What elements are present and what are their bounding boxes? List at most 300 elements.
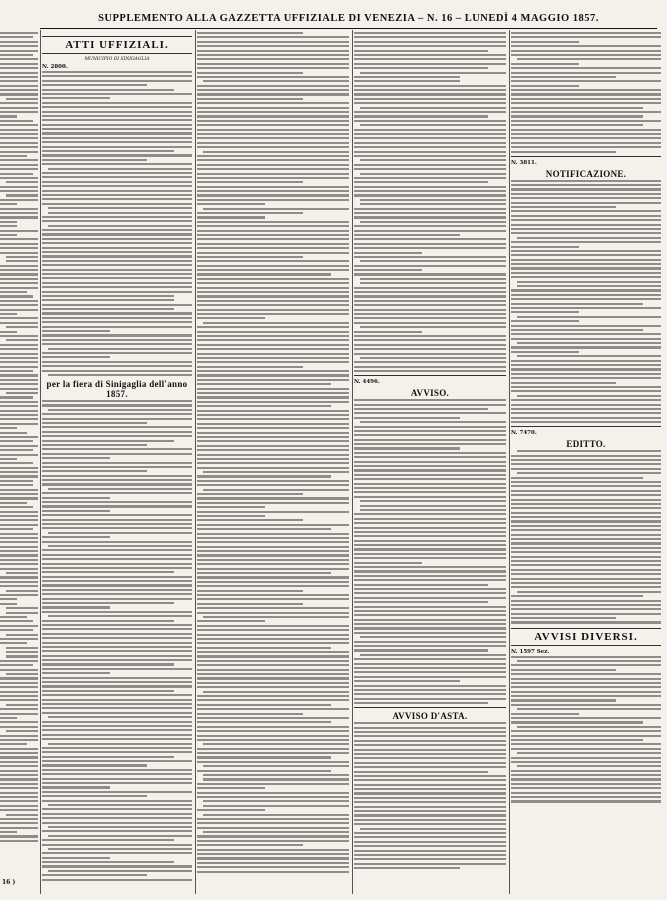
text-line (511, 673, 661, 675)
text-line (197, 493, 303, 495)
text-line (511, 120, 661, 122)
text-line (354, 792, 506, 794)
text-line (42, 813, 192, 815)
text-line (197, 370, 349, 372)
text-line (511, 107, 643, 109)
text-line (511, 76, 616, 78)
text-line (511, 210, 661, 212)
text-line (354, 45, 506, 47)
text-line (197, 717, 349, 719)
text-line (197, 212, 303, 214)
text-line (511, 547, 661, 549)
masthead (40, 6, 657, 29)
text-line (511, 386, 661, 388)
text-block (354, 399, 506, 704)
text-line (197, 374, 349, 376)
text-line (42, 527, 192, 529)
text-line (6, 647, 38, 649)
text-line (354, 487, 506, 489)
text-line (511, 67, 661, 69)
text-line (197, 142, 349, 144)
text-line (354, 623, 506, 625)
text-line (197, 673, 349, 675)
text-line (0, 168, 38, 170)
text-line (0, 115, 17, 117)
text-line (511, 263, 661, 265)
article-number: N. 2800. (42, 64, 68, 70)
text-line (354, 168, 506, 170)
text-line (42, 650, 192, 652)
text-line (197, 585, 349, 587)
text-line (360, 500, 506, 502)
text-line (42, 721, 192, 723)
text-line (197, 295, 349, 297)
text-line (354, 483, 506, 485)
text-line (354, 212, 506, 214)
text-line (354, 151, 506, 153)
text-line (0, 388, 38, 390)
text-line (197, 317, 265, 319)
text-line (197, 313, 349, 315)
text-line (0, 822, 38, 824)
text-line (0, 497, 38, 499)
text-line (511, 408, 661, 410)
text-line (360, 72, 506, 74)
text-line (517, 316, 661, 318)
text-line (511, 193, 661, 195)
text-line (511, 338, 661, 340)
text-line (197, 379, 349, 381)
text-line (511, 137, 661, 139)
text-line (354, 845, 506, 847)
text-line (354, 801, 506, 803)
text-line (511, 463, 661, 465)
text-line (0, 792, 38, 794)
text-line (42, 549, 192, 551)
text-line (354, 588, 506, 590)
text-line (6, 612, 38, 614)
text-line (42, 124, 192, 126)
text-line (197, 541, 349, 543)
text-line (354, 439, 506, 441)
text-line (6, 590, 38, 592)
text-line (197, 111, 349, 113)
text-line (197, 519, 303, 521)
text-line (6, 655, 38, 657)
text-line (42, 712, 192, 714)
text-line (0, 774, 38, 776)
text-line (511, 713, 579, 715)
text-line (0, 524, 38, 526)
text-line (197, 331, 349, 333)
text-line (360, 199, 506, 201)
text-line (354, 361, 506, 363)
text-line (354, 806, 506, 808)
text-line (511, 512, 661, 514)
text-line (0, 199, 38, 201)
text-line (197, 339, 349, 341)
text-line (354, 722, 506, 724)
text-line (511, 250, 661, 252)
text-line (203, 814, 349, 816)
text-line (354, 216, 506, 218)
text-line (6, 572, 38, 574)
text-line (197, 427, 349, 429)
text-line (42, 620, 174, 622)
text-line (197, 871, 349, 873)
text-line (0, 41, 38, 43)
text-line (354, 601, 488, 603)
text-line (354, 779, 506, 781)
text-line (511, 613, 661, 615)
text-line (354, 680, 460, 682)
text-line (197, 107, 349, 109)
text-line (42, 185, 192, 187)
text-line (42, 233, 192, 235)
text-line (354, 309, 506, 311)
text-line (42, 628, 192, 630)
text-line (0, 809, 38, 811)
text-line (42, 703, 192, 705)
text-line (197, 480, 349, 482)
text-line (0, 401, 38, 403)
text-line (511, 503, 661, 505)
text-line (0, 238, 38, 240)
text-line (354, 265, 506, 267)
text-line (354, 775, 506, 777)
text-line (0, 265, 38, 267)
text-line (511, 294, 661, 296)
text-line (42, 80, 192, 82)
text-line (197, 708, 349, 710)
text-line (42, 598, 192, 600)
text-line (197, 533, 349, 535)
text-line (354, 190, 506, 192)
text-line (197, 511, 349, 513)
text-line (42, 299, 174, 301)
text-line (354, 456, 506, 458)
text-line (0, 445, 38, 447)
text-line (0, 295, 33, 297)
text-line (48, 168, 192, 170)
text-line (360, 221, 506, 223)
text-line (354, 287, 506, 289)
text-line (354, 854, 506, 856)
text-line (197, 844, 303, 846)
text-line (360, 421, 506, 423)
text-line (511, 399, 661, 401)
article-number: N. 1597 Sez. (511, 648, 550, 655)
text-line (42, 501, 192, 503)
text-line (354, 142, 506, 144)
text-line (42, 150, 174, 152)
text-line (197, 410, 349, 412)
text-line (0, 787, 38, 789)
text-line (354, 513, 506, 515)
text-line (42, 198, 192, 200)
text-line (6, 256, 38, 258)
text-line (354, 247, 506, 249)
text-line (42, 159, 147, 161)
text-line (0, 252, 38, 254)
text-line (354, 63, 506, 65)
text-line (354, 339, 506, 341)
text-line (511, 792, 661, 794)
text-line (354, 366, 506, 368)
text-line (0, 581, 38, 583)
text-line (42, 760, 192, 762)
text-block (511, 180, 661, 424)
text-line (360, 260, 506, 262)
text-line (0, 594, 38, 596)
text-line (511, 600, 661, 602)
text-line (42, 778, 192, 780)
text-line (197, 546, 349, 548)
text-line (354, 50, 488, 52)
text-line (197, 335, 349, 337)
text-line (0, 559, 38, 561)
text-line (0, 761, 38, 763)
text-line (197, 787, 265, 789)
text-line (197, 41, 349, 43)
text-line (354, 548, 506, 550)
text-line (197, 629, 349, 631)
text-line (0, 471, 38, 473)
section-title: ATTI UFFIZIALI. (42, 36, 192, 54)
divider (354, 375, 506, 376)
text-line (354, 120, 506, 122)
text-line (48, 545, 192, 547)
text-line (354, 331, 422, 333)
text-line (42, 97, 110, 99)
text-line (42, 505, 192, 507)
text-line (42, 444, 147, 446)
text-line (197, 181, 303, 183)
text-line (511, 721, 643, 723)
text-line (42, 295, 174, 297)
text-line (511, 146, 661, 148)
text-line (42, 633, 192, 635)
text-line (354, 858, 506, 860)
column-atti-uffiziali (42, 32, 192, 894)
text-line (0, 840, 38, 842)
text-line (197, 388, 349, 390)
text-line (0, 155, 27, 157)
text-line (511, 360, 661, 362)
text-line (42, 448, 192, 450)
text-line (6, 326, 38, 328)
text-line (0, 484, 33, 486)
text-line (0, 344, 38, 346)
text-line (511, 382, 616, 384)
text-line (203, 805, 349, 807)
text-line (360, 173, 506, 175)
text-line (48, 743, 192, 745)
text-line (42, 624, 192, 626)
text-line (197, 559, 349, 561)
text-line (0, 300, 38, 302)
text-line (511, 621, 661, 623)
text-line (197, 32, 303, 34)
text-line (42, 71, 192, 73)
text-line (0, 805, 38, 807)
text-line (517, 281, 661, 283)
text-line (42, 326, 192, 328)
text-line (354, 527, 506, 529)
text-line (354, 641, 506, 643)
text-line (511, 45, 661, 47)
text-line (511, 115, 643, 117)
text-line (42, 747, 192, 749)
text-line (0, 230, 38, 232)
text-line (42, 115, 192, 117)
text-line (511, 534, 661, 536)
text-line (42, 400, 192, 402)
text-line (197, 660, 349, 662)
text-line (42, 304, 192, 306)
text-line (511, 757, 661, 759)
text-line (0, 331, 17, 333)
text-line (42, 440, 174, 442)
text-line (354, 208, 506, 210)
text-line (42, 84, 147, 86)
text-line (42, 593, 192, 595)
text-line (42, 668, 192, 670)
text-line (42, 361, 192, 363)
text-block (197, 32, 349, 873)
text-line (511, 569, 661, 571)
text-line (354, 273, 506, 275)
text-line (197, 502, 349, 504)
text-line (197, 344, 349, 346)
text-line (360, 505, 506, 507)
text-line (42, 203, 192, 205)
text-line (511, 246, 579, 248)
text-line (197, 796, 349, 798)
text-line (0, 410, 38, 412)
text-line (197, 818, 349, 820)
text-line (511, 272, 661, 274)
text-line (42, 238, 192, 240)
text-line (360, 107, 506, 109)
text-line (517, 726, 661, 728)
text-line (511, 748, 661, 750)
notice-heading: per la fiera di Sinigaglia dell'anno 1857. (46, 379, 188, 400)
text-line (354, 93, 506, 95)
text-line (42, 519, 192, 521)
text-line (354, 452, 506, 454)
text-line (354, 41, 506, 43)
text-line (511, 770, 661, 772)
text-line (354, 133, 506, 135)
text-line (511, 241, 661, 243)
text-line (197, 230, 349, 232)
text-line (197, 50, 349, 52)
text-line (0, 440, 33, 442)
text-line (354, 412, 506, 414)
text-line (511, 761, 661, 763)
text-line (0, 454, 38, 456)
text-line (197, 243, 349, 245)
text-line (0, 778, 38, 780)
text-line (0, 278, 38, 280)
text-line (511, 215, 661, 217)
text-line (511, 459, 661, 461)
text-line (42, 839, 174, 841)
text-line (360, 278, 506, 280)
text-line (511, 704, 661, 706)
text-line (0, 80, 38, 82)
text-line (0, 129, 38, 131)
text-line (0, 304, 38, 306)
text-line (511, 184, 661, 186)
text-line (197, 528, 331, 530)
text-line (511, 499, 661, 501)
text-line (354, 408, 488, 410)
text-line (354, 434, 506, 436)
text-line (197, 291, 349, 293)
text-line (0, 146, 38, 148)
text-line (0, 208, 38, 210)
text-line (42, 510, 110, 512)
avvisi-diversi-heading: AVVISI DIVERSI. (511, 628, 661, 646)
text-line (42, 563, 192, 565)
text-line (0, 568, 38, 570)
text-line (0, 335, 38, 337)
text-line (511, 72, 661, 74)
text-line (511, 351, 579, 353)
text-line (197, 735, 349, 737)
text-line (42, 312, 192, 314)
text-line (0, 322, 38, 324)
text-line (511, 608, 661, 610)
text-line (197, 247, 349, 249)
text-line (0, 493, 38, 495)
text-line (354, 469, 506, 471)
text-line (511, 699, 616, 701)
text-line (511, 617, 616, 619)
text-line (511, 604, 661, 606)
text-line (197, 726, 349, 728)
text-line (42, 659, 192, 661)
avviso-heading: AVVISO. (410, 388, 450, 399)
text-line (42, 190, 192, 192)
text-line (0, 642, 27, 644)
text-line (42, 352, 192, 354)
text-line (197, 638, 349, 640)
text-line (0, 366, 38, 368)
text-line (197, 146, 349, 148)
text-line (197, 550, 349, 552)
text-line (354, 353, 506, 355)
article-number: N. 3811. (511, 159, 537, 166)
text-line (42, 470, 147, 472)
text-line (197, 287, 349, 289)
text-line (354, 731, 506, 733)
text-line (360, 203, 506, 205)
text-line (0, 603, 17, 605)
text-line (48, 615, 192, 617)
text-line (354, 234, 460, 236)
text-line (511, 560, 661, 562)
text-line (360, 636, 506, 638)
text-line (360, 326, 506, 328)
text-line (511, 412, 661, 414)
text-line (42, 606, 110, 608)
text-line (197, 234, 349, 236)
text-line (511, 129, 661, 131)
text-line (354, 832, 506, 834)
